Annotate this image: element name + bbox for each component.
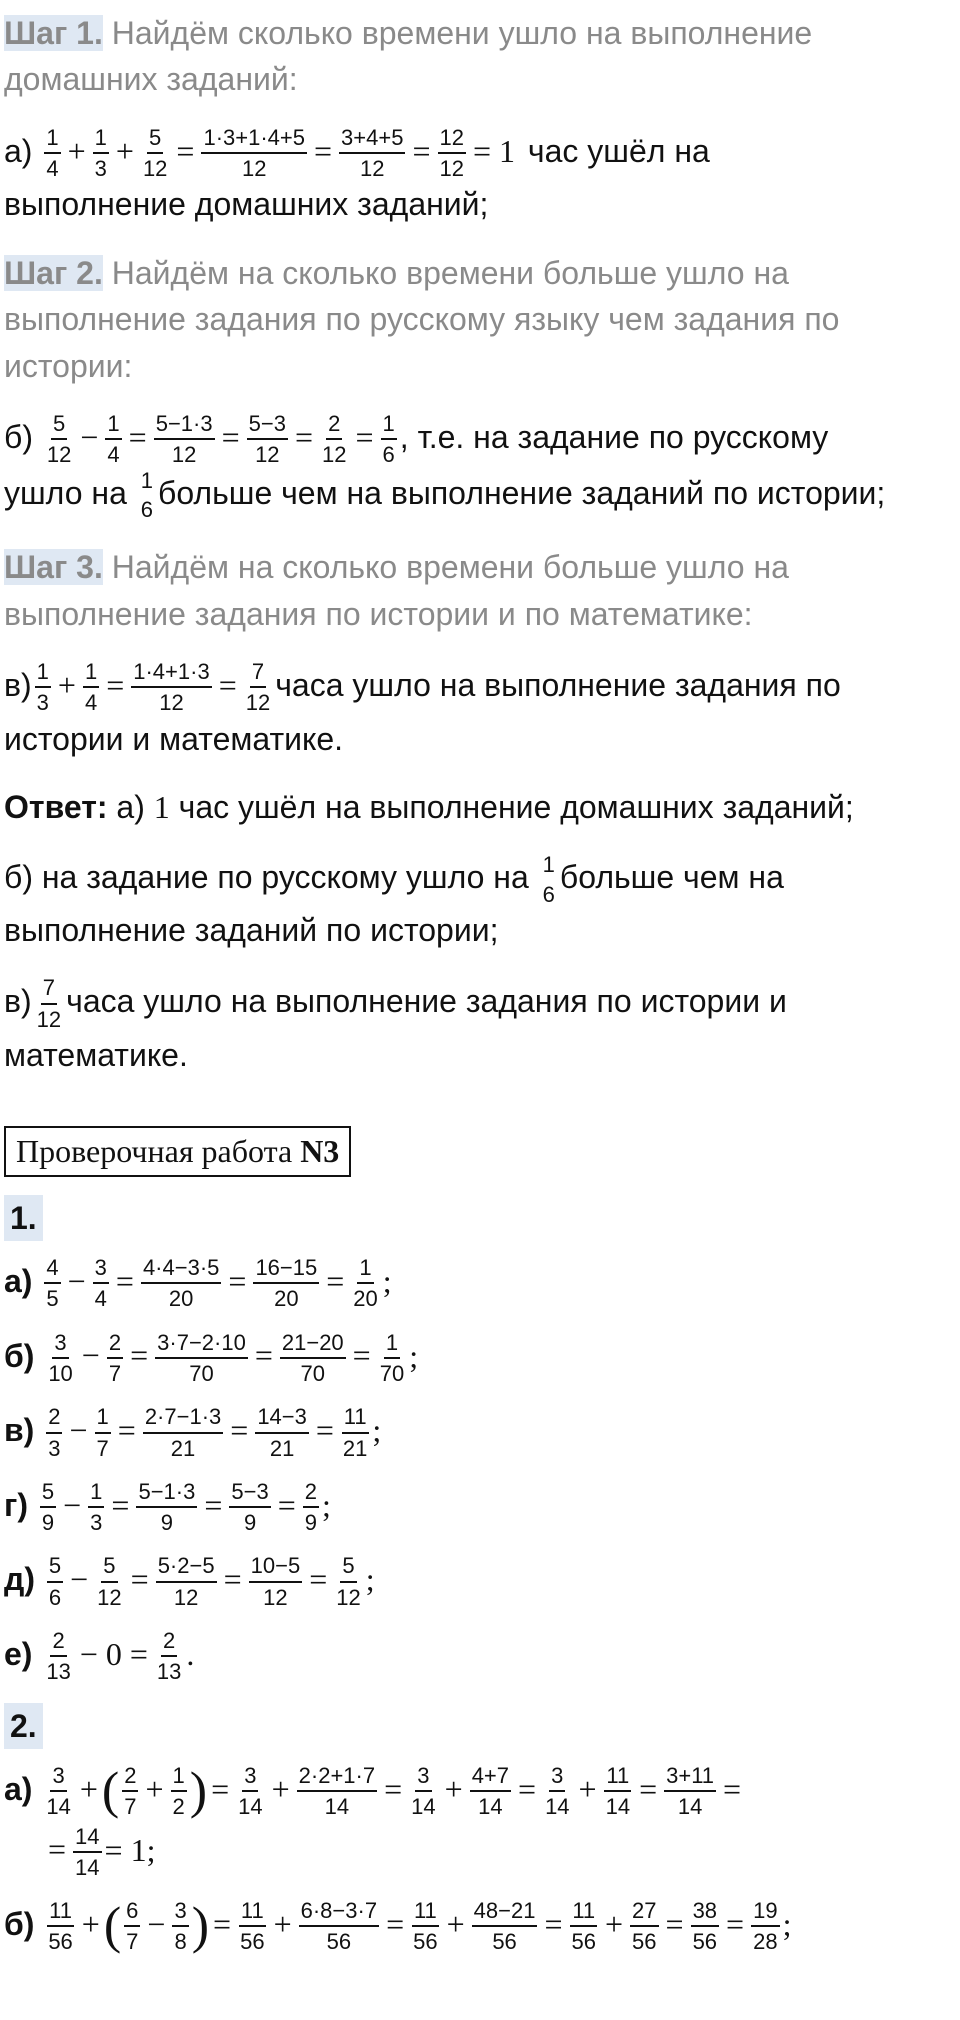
step-2-line2 [4,468,954,523]
fraction: $\frac{7}{12}$ [245,658,271,716]
step-1-line2: выполнение домашних заданий; [4,186,489,223]
fraction: $\frac{11}{21}$ [342,1404,368,1461]
step-3-line2: истории и математике. [4,720,344,757]
fraction: $\frac{1}{6}$ [382,410,395,468]
fraction: $\frac{3+11}{14}$ [666,1762,715,1820]
fraction: $\frac{21-20}{70}$ [281,1329,344,1386]
step-3 [4,544,954,637]
fraction: $\frac{10-5}{12}$ [250,1553,301,1610]
step-2-equation: б) $\frac{5}{12}$ − $\frac{1}{4}$ = $\frac{5-1\cdot 3}{12}$ = $\frac{5-3}{12}$ = $\frac{2}{12}$ = $\frac{1}{6}$ , т.е. на задание по русскому [4,410,829,468]
task-2-b: б) $\frac{11}{56}$ +( $\frac{6}{7}$ − $\frac{3}{8}$ ) = $\frac{11}{56}$ + $\frac{6\cdot 8-3\cdot 7}{56}$ = $\frac{11}{56}$ + $\frac{48-21}{56}$ = $\frac{11}{56}$ + $\frac{27}{56}$ = $\frac{38}{56}$ = $\frac{19}{28}$ ; [4,1897,792,1955]
fraction: $\frac{5\cdot 2-5}{12}$ [157,1553,215,1610]
item-label: г) [4,1486,28,1523]
fraction: $\frac{5}{12}$ [336,1553,361,1610]
step-1-solution [4,125,954,228]
fraction: $\frac{3}{8}$ [174,1898,187,1955]
eq-prefix: в) [4,666,32,703]
fraction: $\frac{5-3}{9}$ [231,1478,269,1536]
fraction: $\frac{1}{3}$ [90,1478,103,1536]
task-1-e: д) $\frac{5}{6}$ − $\frac{5}{12}$ = $\frac{5\cdot 2-5}{12}$ = $\frac{10-5}{12}$ = $\frac{5}{12}$ ; [4,1553,375,1610]
step-3-heading [4,544,954,637]
fraction: $\frac{4}{5}$ [46,1255,59,1312]
step-1-equation: а) $\frac{1}{4}$ + $\frac{1}{3}$ + $\frac{5}{12}$ = $\frac{1\cdot 3+1\cdot 4+5}{12}$ = $\frac{3+4+5}{12}$ = $\frac{12}{12}$ = 1 час ушёл на [4,124,710,182]
fraction: $\frac{1}{70}$ [379,1329,405,1386]
fraction: $\frac{11}{56}$ [413,1898,438,1955]
fraction: $\frac{5}{12}$ [46,410,72,468]
fraction: $\frac{5}{6}$ [48,1553,62,1610]
fraction: $\frac{11}{56}$ [240,1898,265,1955]
fraction: $\frac{27}{56}$ [632,1898,657,1955]
fraction: $\frac{16-15}{20}$ [255,1255,318,1312]
item-label: а) [4,1770,33,1807]
item-label: в) [4,1411,35,1448]
fraction: $\frac{1}{2}$ [172,1762,185,1820]
text: часа ушло на выполнение задания по истории и [66,983,787,1020]
task-1-d: г) $\frac{5}{9}$ − $\frac{1}{3}$ = $\frac{5-1\cdot 3}{9}$ = $\frac{5-3}{9}$ = $\frac{2}{9}$ ; [4,1478,331,1536]
fraction: $\frac{11}{56}$ [48,1898,73,1955]
text: б) на задание по русскому ушло на [4,859,529,896]
fraction: $\frac{4+7}{14}$ [471,1762,510,1820]
fraction: $\frac{6}{7}$ [126,1898,139,1955]
item-label: б) [4,1905,35,1942]
step-2-heading [4,250,954,389]
item-label: е) [4,1635,33,1672]
step-1-label: Шаг 1. [4,15,103,51]
text: в) [4,983,32,1020]
eq-prefix: б) [4,418,33,455]
eq-prefix: а) [4,132,33,169]
step-2-label: Шаг 2. [4,254,103,291]
fraction: $\frac{38}{56}$ [692,1898,718,1955]
text: больше чем на [559,859,784,896]
step-2-solution [4,411,954,522]
fraction: $\frac{3}{4}$ [94,1255,107,1312]
fraction: $\frac{1}{4}$ [46,124,59,182]
step-1-heading [4,10,954,103]
step-2-text: Найдём на сколько времени больше ушло на выполнение задания по русскому языку чем задания по истории: [4,254,840,384]
section-title-text: Проверочная работа [16,1133,301,1170]
answer-a [4,784,954,830]
fraction: $\frac{3\cdot 7-2\cdot 10}{70}$ [157,1329,246,1386]
fraction: $\frac{1}{7}$ [96,1404,109,1461]
item-label: д) [4,1561,35,1598]
step-3-text: Найдём на сколько времени больше ушло на выполнение задания по истории и по математике: [4,549,789,632]
fraction: $\frac{3+4+5}{12}$ [341,124,404,182]
task-1-c: в) $\frac{2}{3}$ − $\frac{1}{7}$ = $\frac{2\cdot 7-1\cdot 3}{21}$ = $\frac{14-3}{21}$ = $\frac{11}{21}$ ; [4,1404,382,1461]
fraction: 1 6 [140,467,153,522]
section-title-number: N3 [300,1133,340,1170]
fraction: 1 6 [542,852,555,907]
task-1-f: е) $\frac{2}{13}$ − 0 = $\frac{2}{13}$ . [4,1628,195,1685]
item-label: а) [4,1262,33,1299]
eq-suffix: , т.е. на задание по русскому [399,418,829,455]
fraction: $\frac{14}{14}$ [75,1823,100,1880]
step-3-equation: в) $\frac{1}{3}$ + $\frac{1}{4}$ = $\frac{1\cdot 4+1\cdot 3}{12}$ = $\frac{7}{12}$ часа ушло на выполнение задания по [4,658,841,716]
fraction: $\frac{1\cdot 4+1\cdot 3}{12}$ [133,658,210,716]
fraction: $\frac{2}{3}$ [48,1404,61,1461]
answer-b [4,852,954,953]
fraction: $\frac{4\cdot 4-3\cdot 5}{20}$ [142,1255,220,1312]
fraction: $\frac{11}{56}$ [571,1898,596,1955]
fraction: $\frac{2}{12}$ [322,410,347,468]
text: ушло на [4,474,127,511]
task-1-b: б) $\frac{3}{10}$ − $\frac{2}{7}$ = $\frac{3\cdot 7-2\cdot 10}{70}$ = $\frac{21-20}{70}$ = $\frac{1}{70}$ ; [4,1329,419,1386]
fraction: $\frac{2\cdot 2+1\cdot 7}{14}$ [298,1762,376,1820]
fraction: $\frac{1}{3}$ [36,658,49,716]
fraction: $\frac{5-1\cdot 3}{9}$ [138,1478,196,1536]
task-2-a: а) $\frac{3}{14}$ +( $\frac{2}{7}$ + $\frac{1}{2}$ ) = $\frac{3}{14}$ + $\frac{2\cdot 2+1\cdot 7}{14}$ = $\frac{3}{14}$ + $\frac{4+7}{14}$ = $\frac{3}{14}$ + $\frac{11}{14}$ = $\frac{3+11}{14}$ = [4,1762,742,1820]
text: выполнение заданий по истории; [4,911,499,948]
task-1-a: а) $\frac{4}{5}$ − $\frac{3}{4}$ = $\frac{4\cdot 4-3\cdot 5}{20}$ = $\frac{16-15}{20}$ = $\frac{1}{20}$ ; [4,1255,392,1312]
step-2 [4,250,954,389]
fraction: $\frac{1}{4}$ [84,658,98,716]
fraction: $\frac{14-3}{21}$ [257,1404,307,1461]
fraction: $\frac{5-3}{12}$ [248,410,286,468]
answer-label: Ответ: [4,788,108,825]
fraction: $\frac{3}{14}$ [411,1762,436,1820]
fraction: $\frac{11}{14}$ [605,1762,631,1820]
fraction: $\frac{5}{12}$ [142,124,168,182]
task-2-a-continued: = $\frac{14}{14}$ = 1; [48,1823,156,1880]
step-3-solution [4,659,954,762]
fraction: $\frac{5}{9}$ [41,1478,55,1536]
task-2-number: 2. [4,1703,43,1749]
step-3-label: Шаг 3. [4,549,103,586]
fraction: $\frac{2}{13}$ [46,1628,71,1685]
text: а) [107,788,154,825]
fraction: $\frac{3}{14}$ [238,1762,263,1820]
fraction: $\frac{6\cdot 8-3\cdot 7}{56}$ [300,1898,378,1955]
fraction: $\frac{2}{13}$ [156,1628,182,1685]
fraction: $\frac{1}{20}$ [353,1255,378,1312]
eq-suffix: час ушёл на [527,132,710,169]
fraction: $\frac{2}{9}$ [304,1478,318,1536]
fraction: $\frac{19}{28}$ [753,1898,778,1955]
fraction: $\frac{7}{12}$ [36,975,62,1032]
fraction: $\frac{48-21}{56}$ [473,1898,536,1955]
fraction: $\frac{2}{7}$ [108,1329,122,1386]
fraction: $\frac{1\cdot 3+1\cdot 4+5}{12}$ [203,124,305,182]
text: больше чем на выполнение заданий по истории; [158,474,886,511]
fraction: $\frac{2}{7}$ [124,1762,137,1820]
fraction: $\frac{5-1\cdot 3}{12}$ [155,410,213,468]
fraction: $\frac{12}{12}$ [439,124,464,182]
fraction: $\frac{1}{4}$ [107,410,120,468]
fraction: $\frac{3}{14}$ [545,1762,570,1820]
eq-suffix: часа ушло на выполнение задания по [275,666,841,703]
fraction: $\frac{1}{3}$ [94,124,107,182]
fraction: $\frac{3}{14}$ [46,1762,71,1820]
answer-c [4,975,954,1078]
text: математике. [4,1036,188,1073]
fraction: $\frac{5}{12}$ [97,1553,122,1610]
math-value: 1 [153,788,170,825]
item-label: б) [4,1337,35,1374]
section-title [4,1126,351,1176]
fraction: $\frac{3}{10}$ [48,1329,73,1386]
task-1-number: 1. [4,1195,43,1241]
fraction: $\frac{2\cdot 7-1\cdot 3}{21}$ [144,1404,222,1461]
step-1 [4,10,954,103]
step-1-text: Найдём сколько времени ушло на выполнение домашних заданий: [4,15,813,98]
text: час ушёл на выполнение домашних заданий; [169,788,854,825]
